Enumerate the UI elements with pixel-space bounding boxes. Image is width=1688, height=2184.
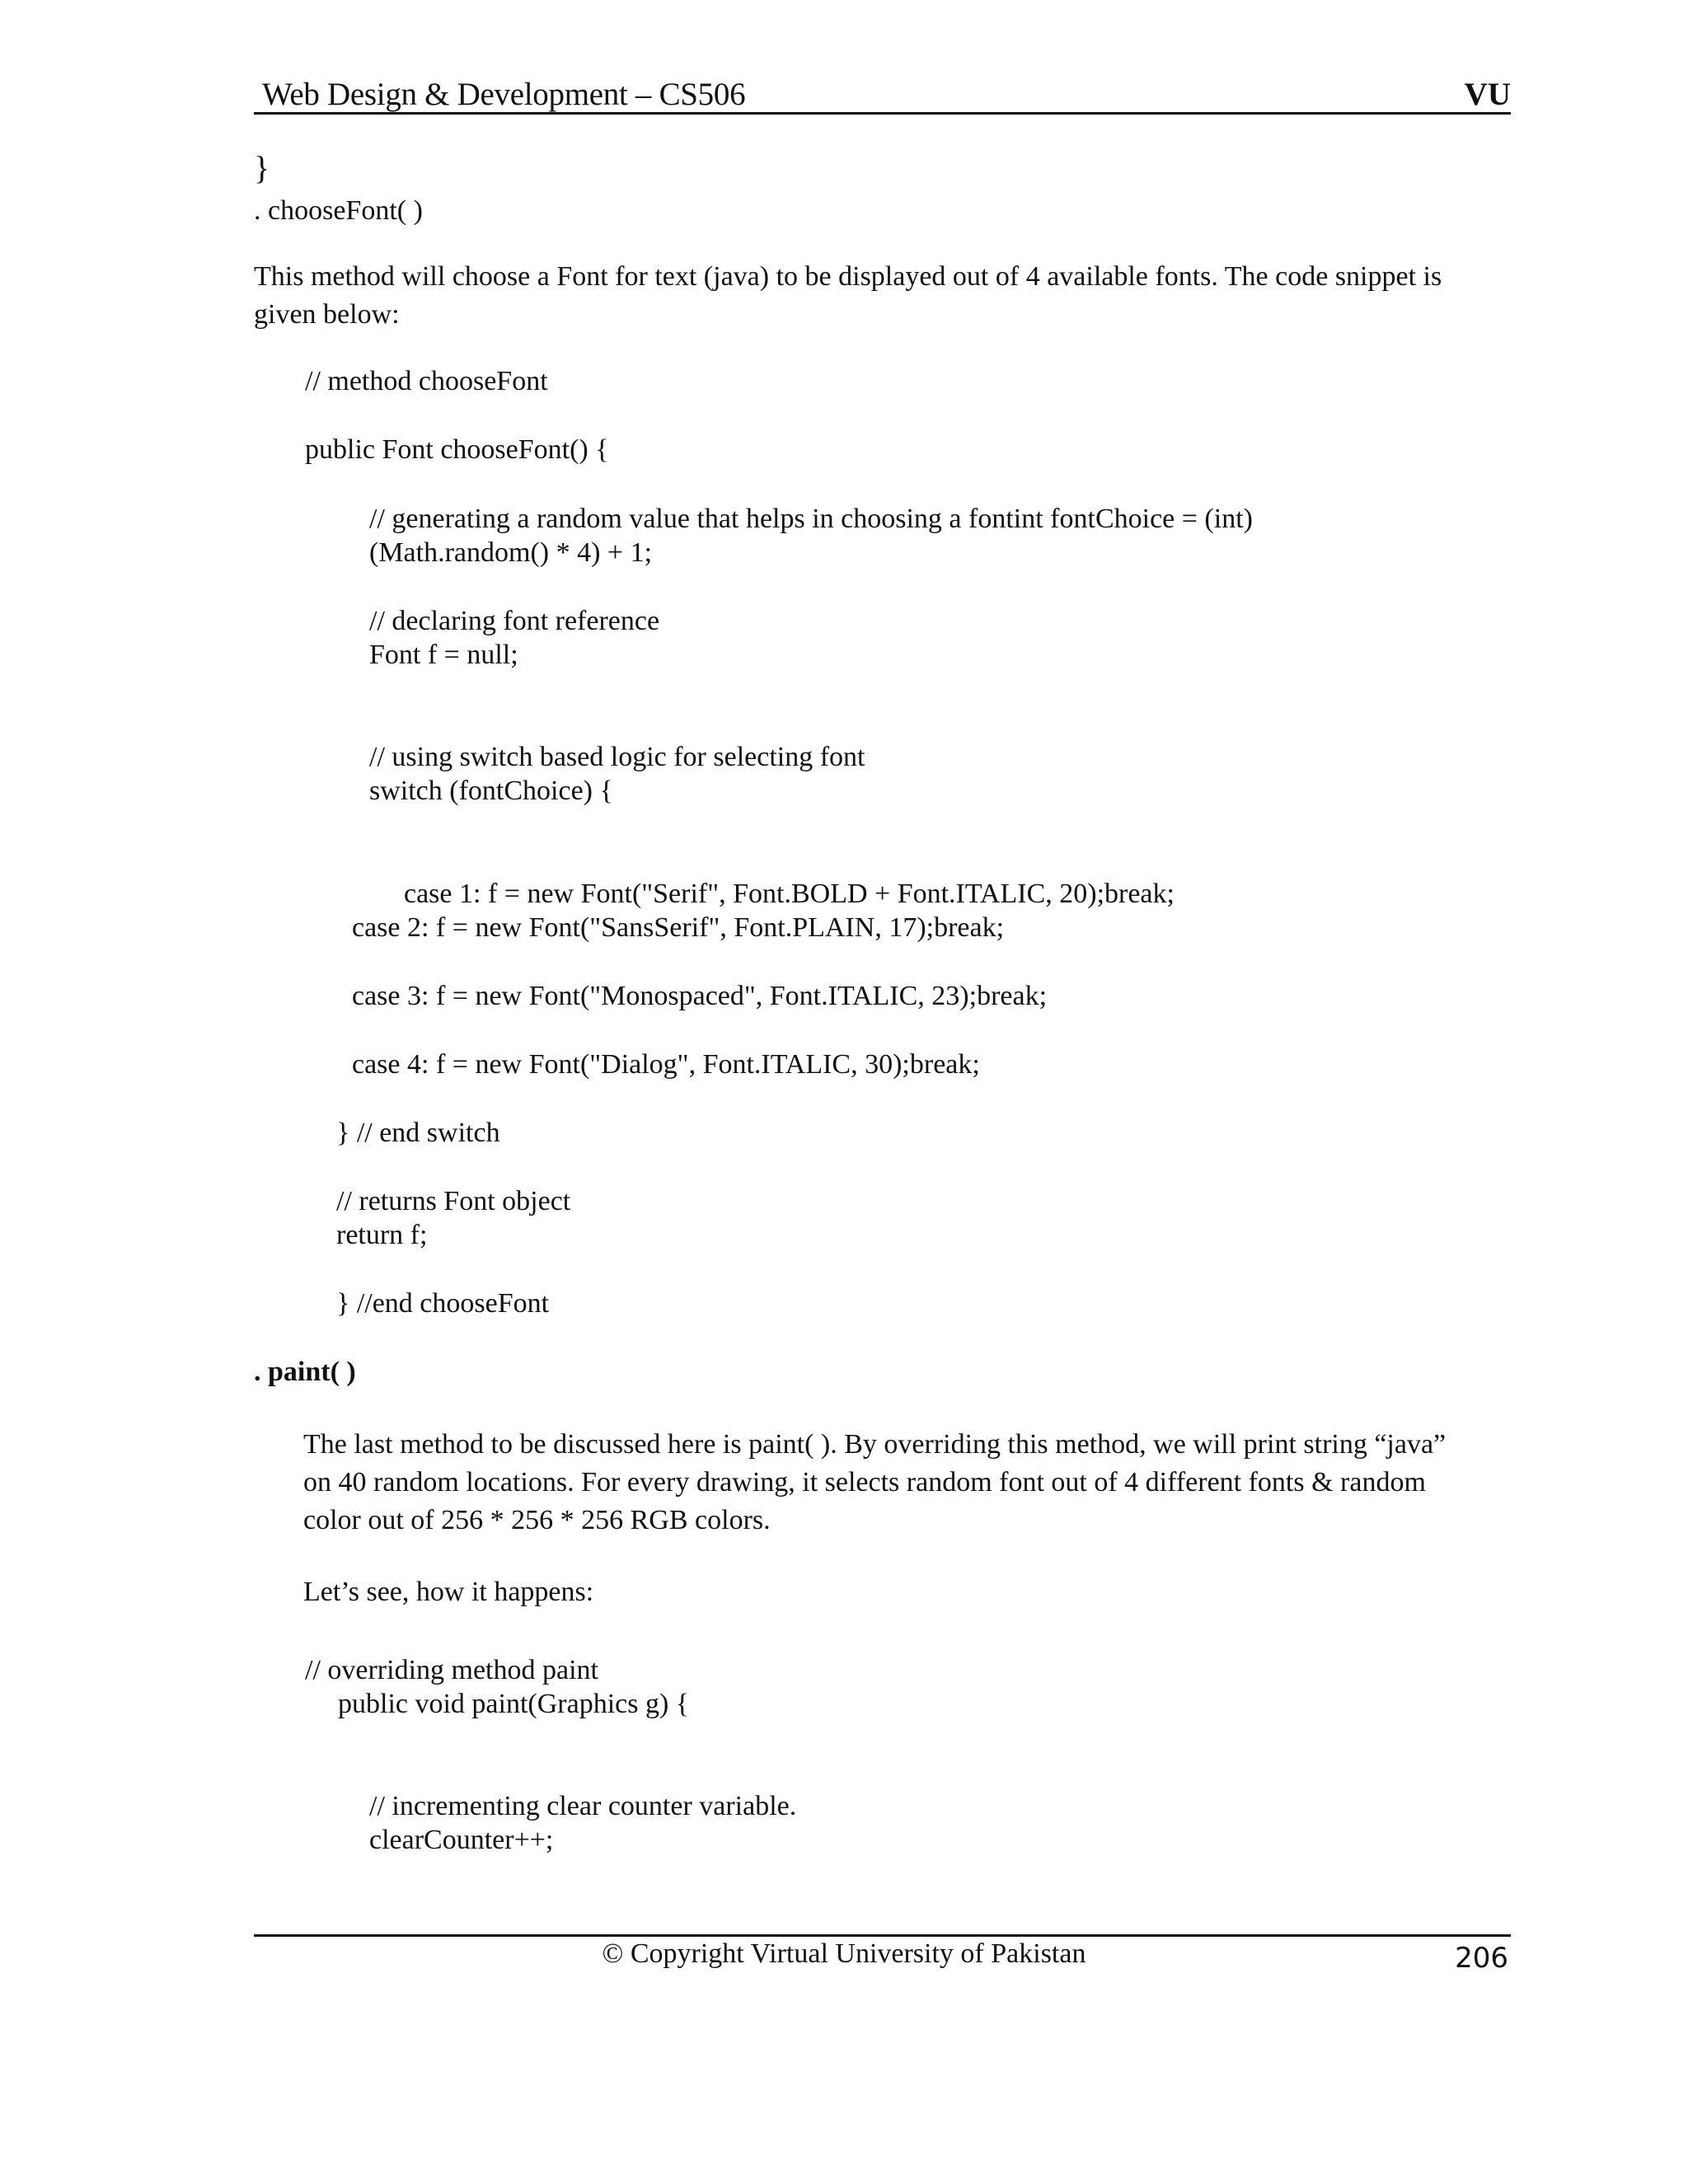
code-line: clearCounter++; — [369, 1825, 554, 1855]
paint-description-line-2: on 40 random locations. For every drawing, it selects random font out of 4 different fonts & random — [303, 1467, 1426, 1497]
choose-font-heading: . chooseFont( ) — [254, 195, 423, 226]
code-line: // overriding method paint — [305, 1655, 598, 1685]
code-line: switch (fontChoice) { — [369, 776, 613, 806]
code-line: case 2: f = new Font("SansSerif", Font.PLAIN, 17);break; — [352, 912, 1005, 943]
choose-font-description-line-2: given below: — [254, 299, 400, 330]
code-line: // method chooseFont — [305, 366, 548, 396]
code-line: // using switch based logic for selecting font — [369, 742, 865, 772]
code-line: } //end chooseFont — [336, 1288, 550, 1319]
footer-rule — [254, 1934, 1511, 1937]
code-line: // incrementing clear counter variable. — [369, 1791, 797, 1821]
paint-description-line-4: Let’s see, how it happens: — [303, 1577, 594, 1607]
code-line: case 1: f = new Font("Serif", Font.BOLD + Font.ITALIC, 20);break; — [404, 879, 1175, 909]
choose-font-description-line-1: This method will choose a Font for text (java) to be displayed out of 4 available fonts. The code snippet is — [254, 261, 1442, 292]
code-line: // returns Font object — [336, 1186, 571, 1216]
code-line: // generating a random value that helps in choosing a fontint fontChoice = (int) — [369, 504, 1253, 534]
page-number: 206 — [1455, 1942, 1508, 1975]
code-line: return f; — [336, 1220, 428, 1250]
code-line: } // end switch — [336, 1118, 500, 1148]
code-line: case 3: f = new Font("Monospaced", Font.ITALIC, 23);break; — [352, 981, 1048, 1011]
paint-description-line-1: The last method to be discussed here is paint( ). By overriding this method, we will print string “java” — [303, 1429, 1447, 1460]
header-brand: VU — [1464, 77, 1511, 112]
code-line: // declaring font reference — [369, 606, 660, 636]
header-course-title: Web Design & Development – CS506 — [262, 77, 746, 112]
code-line: (Math.random() * 4) + 1; — [369, 537, 653, 568]
header-rule — [254, 112, 1511, 115]
code-line: Font f = null; — [369, 640, 518, 670]
code-line: public void paint(Graphics g) { — [338, 1689, 690, 1719]
code-line: case 4: f = new Font("Dialog", Font.ITALIC, 30);break; — [352, 1049, 980, 1080]
paint-description-line-3: color out of 256 * 256 * 256 RGB colors. — [303, 1505, 771, 1535]
closing-brace: } — [254, 149, 270, 186]
code-line: public Font chooseFont() { — [305, 434, 609, 465]
footer-copyright: © Copyright Virtual University of Pakistan — [602, 1938, 1086, 1969]
paint-heading: . paint( ) — [254, 1357, 356, 1387]
